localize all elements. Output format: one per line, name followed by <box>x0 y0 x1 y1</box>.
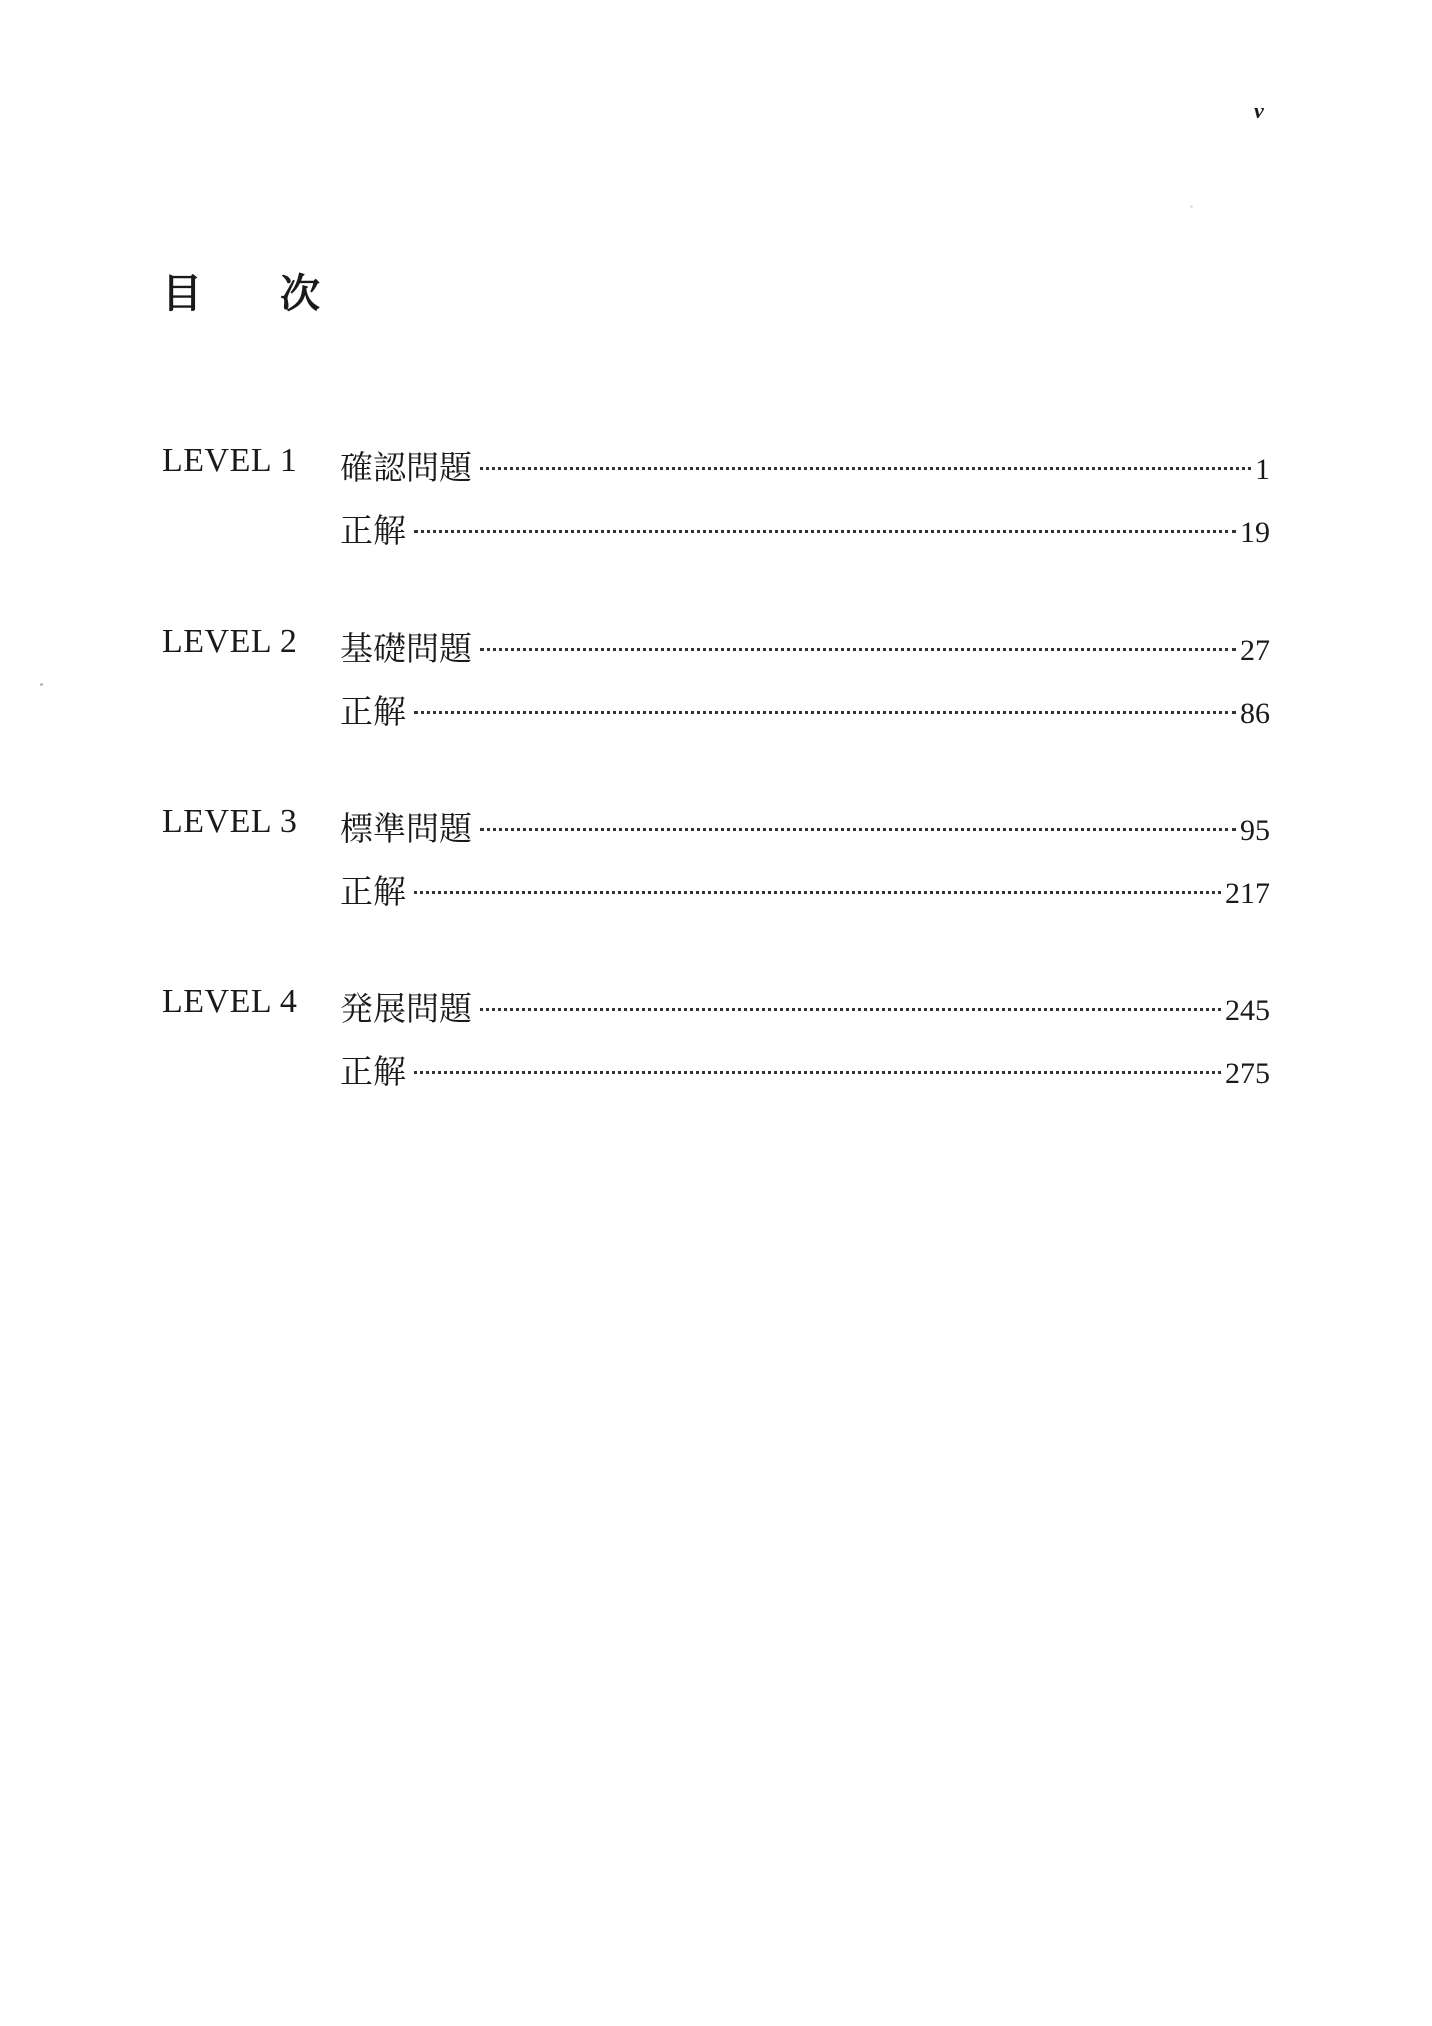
toc-entry[interactable] <box>340 442 1270 489</box>
toc-entry-page: 1 <box>1255 453 1270 486</box>
dot-leader <box>480 1008 1221 1011</box>
page-title: 目次 <box>162 271 398 317</box>
toc-entry-page: 19 <box>1240 516 1270 549</box>
dot-leader <box>414 1071 1221 1074</box>
dot-leader <box>414 530 1236 533</box>
toc-entry[interactable] <box>340 1046 1270 1093</box>
dot-leader <box>414 711 1236 714</box>
toc-entry-page: 27 <box>1240 634 1270 667</box>
level-label: LEVEL 4 <box>162 983 298 1020</box>
toc-entry-label: 正解 <box>340 872 406 911</box>
toc-entry-page: 245 <box>1225 994 1270 1027</box>
toc-entry-label: 基礎問題 <box>340 629 472 668</box>
scan-speck <box>40 683 43 686</box>
dot-leader <box>414 891 1221 894</box>
toc-entry-label: 発展問題 <box>340 989 472 1028</box>
toc-entry-label: 正解 <box>340 692 406 731</box>
dot-leader <box>480 648 1236 651</box>
toc-entry-page: 217 <box>1225 877 1270 910</box>
toc-entry-page: 95 <box>1240 814 1270 847</box>
toc-entry[interactable] <box>340 505 1270 552</box>
toc-entry-label: 確認問題 <box>340 448 472 487</box>
toc-entry-label: 正解 <box>340 511 406 550</box>
toc-entry-page: 86 <box>1240 697 1270 730</box>
level-label: LEVEL 1 <box>162 442 298 479</box>
dot-leader <box>480 467 1251 470</box>
toc-entry[interactable] <box>340 866 1270 913</box>
level-label: LEVEL 3 <box>162 803 298 840</box>
toc-entry[interactable] <box>340 983 1270 1030</box>
toc-entry-page: 275 <box>1225 1057 1270 1090</box>
toc-entry[interactable] <box>340 803 1270 850</box>
level-label: LEVEL 2 <box>162 623 298 660</box>
toc-entry-label: 標準問題 <box>340 809 472 848</box>
toc-entry[interactable] <box>340 686 1270 733</box>
scan-speck <box>1190 205 1193 208</box>
dot-leader <box>480 828 1236 831</box>
page-number: v <box>1254 98 1264 123</box>
toc-entry-label: 正解 <box>340 1052 406 1091</box>
toc-entry[interactable] <box>340 623 1270 670</box>
